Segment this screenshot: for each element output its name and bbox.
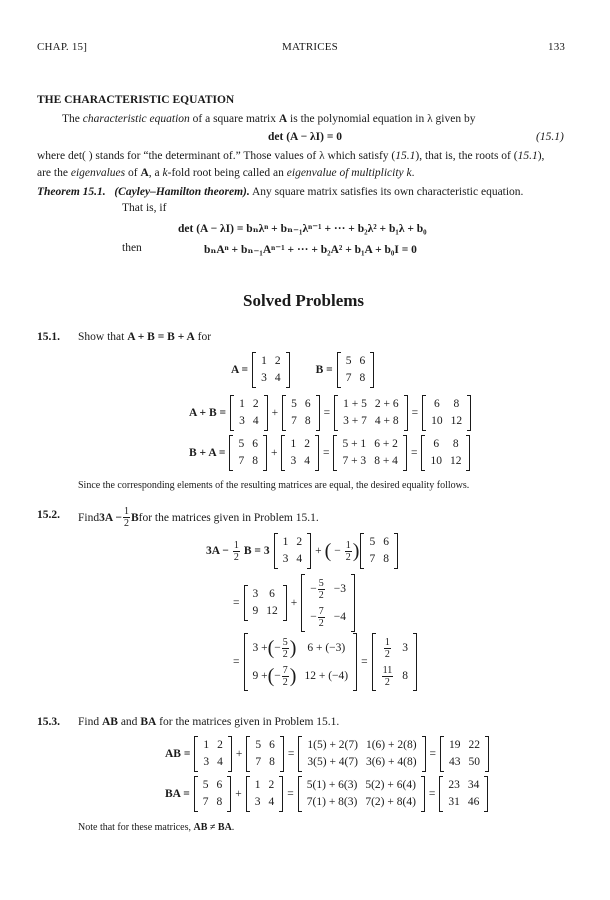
running-head-chapter: CHAP. 15]: [37, 41, 88, 53]
step3-sum: 3 + ( − $\frac{5}{2}$ ) 6 + (−3) 9 + ( − $\frac{7}{2}$ ) 12 + (−4): [244, 633, 358, 691]
problem-15-2-statement: Find 3A − $\frac{1}{2}$ B for the matrices given in Problem 15.1.: [78, 506, 319, 529]
problem-15-3-number: 15.3.: [37, 716, 60, 728]
ab-matrix-b: 5 6 7 8: [246, 736, 284, 772]
problem-15-1-sum-ba: B + A = 5 6 7 8 + 1 2 3 4 = 5 + 1 6 + 2 7 + 3 8 + 4 = 6 8 10 12: [186, 435, 471, 471]
sum-ab-matrix-b: 5 6 7 8: [282, 395, 320, 431]
theorem-text-2: That is, if: [122, 202, 167, 214]
problem-15-2-step-2: = 3 6 9 12 + − $\frac{5}{2}$ −3 − $\frac{7}{2}$ −4: [230, 574, 356, 632]
step1-matrix-b: 5 6 7 8: [360, 533, 398, 569]
theorem-then: then: [122, 242, 142, 254]
problem-15-1-number: 15.1.: [37, 331, 60, 343]
sum-ab-result: 6 8 10 12: [422, 395, 471, 431]
problem-15-3-statement: Find AB and BA for the matrices given in Problem 15.1.: [78, 716, 340, 728]
matrix-a: 1 2 3 4: [252, 352, 290, 388]
theorem-eq-then: bₙAⁿ + bₙ₋₁Aⁿ⁻¹ + ··· + b₂A² + b₁A + b₀I = 0: [204, 244, 417, 256]
ba-products: 5(1) + 6(3) 5(2) + 6(4) 7(1) + 8(3) 7(2) + 8(4): [298, 776, 425, 812]
sum-ba-matrix-a: 1 2 3 4: [281, 435, 319, 471]
solved-problems-title: Solved Problems: [243, 291, 365, 310]
theorem-15-1: Theorem 15.1. (Cayley–Hamilton theorem). Any square matrix satisfies its own characteristic equation.: [37, 186, 524, 198]
equation-label-15-1: (15.1): [536, 131, 564, 143]
section-heading: THE CHARACTERISTIC EQUATION: [37, 94, 235, 106]
ab-products: 1(5) + 2(7) 1(6) + 2(8) 3(5) + 4(7) 3(6) + 4(8): [298, 736, 425, 772]
sum-ab-elementwise: 1 + 5 2 + 6 3 + 7 4 + 8: [334, 395, 408, 431]
matrix-b-label: B =: [315, 364, 333, 376]
ab-matrix-a: 1 2 3 4: [194, 736, 232, 772]
theorem-eq-if: det (A − λI) = bₙλⁿ + bₙ₋₁λⁿ⁻¹ + ··· + b₂λ² + b₁λ + b₀: [178, 223, 427, 235]
problem-15-1-note: Since the corresponding elements of the resulting matrices are equal, the desired equality follows.: [78, 480, 470, 491]
sum-ba-result: 6 8 10 12: [421, 435, 470, 471]
matrix-b: 5 6 7 8: [337, 352, 375, 388]
matrix-a-label: A =: [231, 364, 249, 376]
step1-matrix-a: 1 2 3 4: [274, 533, 312, 569]
running-head-title: MATRICES: [282, 41, 338, 53]
problem-15-1-definitions: [228, 352, 375, 388]
problem-15-2-step-3: = 3 + ( − $\frac{5}{2}$ ) 6 + (−3) 9 + ( − $\frac{7}{2}$ ) 12 + (−4) = $\frac{1}{2}$ 3 $\frac{11}{2}$ 8: [230, 633, 418, 691]
equation-15-1: det (A − λI) = 0: [268, 131, 343, 143]
paragraph-1: The characteristic equation of a square matrix A is the polynomial equation in λ given by: [62, 113, 476, 125]
problem-15-2-number: 15.2.: [37, 509, 60, 521]
problem-15-1-statement: Show that A + B = B + A for: [78, 331, 212, 343]
paragraph-2-line-1: where det( ) stands for “the determinant of.” Those values of λ which satisfy (15.1), that is, the roots of (15.1),: [37, 150, 545, 162]
step2-half-b: − $\frac{5}{2}$ −3 − $\frac{7}{2}$ −4: [301, 574, 355, 632]
problem-15-1-sum-ab: A + B = 1 2 3 4 + 5 6 7 8 = 1 + 5 2 + 6 3 + 7 4 + 8 = 6 8 10 12: [186, 395, 472, 431]
step3-result: $\frac{1}{2}$ 3 $\frac{11}{2}$ 8: [372, 633, 417, 691]
ba-matrix-b: 5 6 7 8: [194, 776, 232, 812]
ba-matrix-a: 1 2 3 4: [246, 776, 284, 812]
step2-three-a: 3 6 9 12: [244, 585, 287, 621]
problem-15-3-note: Note that for these matrices, AB ≠ BA.: [78, 822, 235, 833]
sum-ab-matrix-a: 1 2 3 4: [230, 395, 268, 431]
ab-result: 19 22 43 50: [440, 736, 489, 772]
paragraph-2-line-2: are the eigenvalues of A, a k-fold root being called an eigenvalue of multiplicity k.: [37, 167, 415, 179]
sum-ba-matrix-b: 5 6 7 8: [229, 435, 267, 471]
problem-15-3-ba: BA = 5 6 7 8 + 1 2 3 4 = 5(1) + 6(3) 5(2) + 6(4) 7(1) + 8(3) 7(2) + 8(4) = 23 34 31 46: [162, 776, 489, 812]
problem-15-2-step-1: 3A − $\frac{1}{2}$ B = 3 1 2 3 4 + ( − $\frac{1}{2}$ ) 5 6 7 8: [203, 533, 399, 569]
ba-result: 23 34 31 46: [439, 776, 488, 812]
problem-15-3-ab: AB = 1 2 3 4 + 5 6 7 8 = 1(5) + 2(7) 1(6) + 2(8) 3(5) + 4(7) 3(6) + 4(8) = 19 22 43 50: [162, 736, 490, 772]
sum-ba-elementwise: 5 + 1 6 + 2 7 + 3 8 + 4: [333, 435, 407, 471]
page-number: 133: [548, 41, 566, 53]
